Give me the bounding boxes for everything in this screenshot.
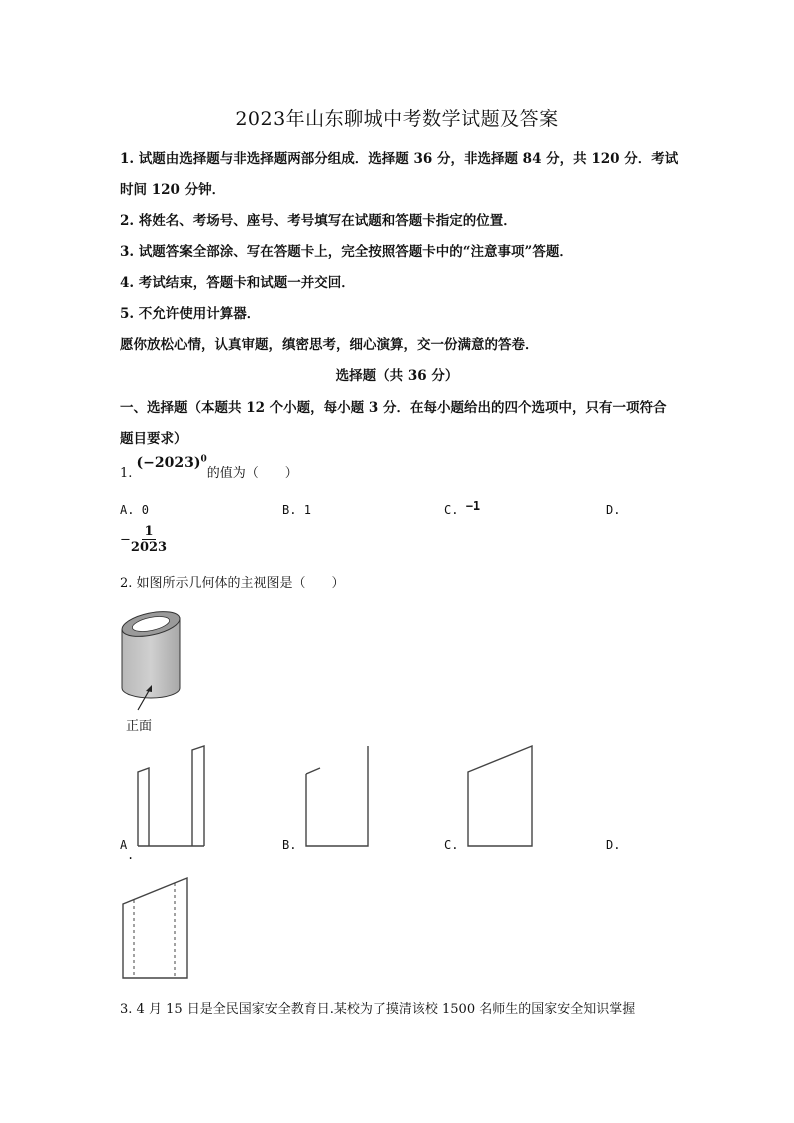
q2-option-c-label: C. — [444, 838, 459, 852]
option-a-value: 0 — [141, 503, 149, 517]
q1-option-a[interactable] — [120, 503, 149, 517]
q2-option-b-label: B. — [282, 838, 297, 852]
question-1-text: 的值为（ ） — [206, 466, 298, 481]
q2-option-b-figure[interactable] — [300, 742, 380, 852]
instruction-line-2: 时间 120 分钟． — [120, 182, 226, 198]
instruction-line-6: 5. 不允许使用计算器． — [120, 306, 261, 322]
expression-exponent: 0 — [200, 454, 207, 465]
slanted-cylinder-figure — [110, 600, 200, 735]
question-1 — [120, 454, 298, 481]
part-heading-line-1: 一、选择题（本题共 12 个小题，每小题 3 分．在每小题给出的四个选项中，只有一项符合 — [120, 400, 667, 416]
option-d-label: D. — [606, 503, 621, 517]
q2-option-d-label: D. — [606, 838, 621, 852]
q2-option-a-label: A — [120, 838, 128, 852]
instruction-line-3: 2. 将姓名、考场号、座号、考号填写在试题和答题卡指定的位置． — [120, 213, 517, 229]
option-c-value: −1 — [465, 499, 481, 513]
option-c-label: C. — [444, 503, 459, 517]
option-a-label: A. — [120, 503, 135, 517]
fraction-numerator: 1 — [144, 524, 154, 539]
q2-option-a-figure[interactable] — [132, 742, 212, 852]
question-3-text: 3. 4 月 15 日是全民国家安全教育日.某校为了摸清该校 1500 名师生的国家安全知识掌握 — [120, 1002, 636, 1017]
q2-option-a-dot: . — [127, 848, 135, 862]
section-heading: 选择题（共 36 分） — [335, 368, 459, 384]
front-label: 正面 — [126, 719, 153, 734]
part-heading-line-2: 题目要求） — [120, 431, 188, 447]
option-b-label: B. — [282, 503, 297, 517]
option-b-value: 1 — [303, 503, 311, 517]
instruction-line-4: 3. 试题答案全部涂、写在答题卡上，完全按照答题卡中的“注意事项”答题． — [120, 244, 573, 260]
q1-option-d-value — [120, 524, 167, 556]
question-1-expression — [137, 455, 207, 471]
q1-option-d[interactable] — [606, 503, 620, 517]
instruction-line-5: 4. 考试结束，答题卡和试题一并交回． — [120, 275, 355, 291]
fraction-denominator: 2023 — [130, 540, 168, 555]
instruction-line-1: 1. 试题由选择题与非选择题两部分组成．选择题 36 分，非选择题 84 分，共 120 分．考试 — [120, 151, 679, 167]
fraction-sign: − — [120, 532, 131, 548]
q2-option-c-figure[interactable] — [462, 742, 542, 852]
expression-base: (−2023) — [136, 455, 201, 471]
page-title: 2023年山东聊城中考数学试题及答案 — [235, 108, 559, 130]
instruction-line-7: 愿你放松心情，认真审题，缜密思考，细心演算，交一份满意的答卷． — [120, 337, 539, 353]
fraction — [131, 524, 167, 556]
q2-option-d-figure[interactable] — [117, 874, 197, 984]
question-1-number: 1. — [120, 466, 133, 481]
q1-option-c[interactable] — [444, 499, 481, 517]
q1-option-b[interactable] — [282, 503, 311, 517]
question-2-text: 2. 如图所示几何体的主视图是（ ） — [120, 576, 345, 591]
